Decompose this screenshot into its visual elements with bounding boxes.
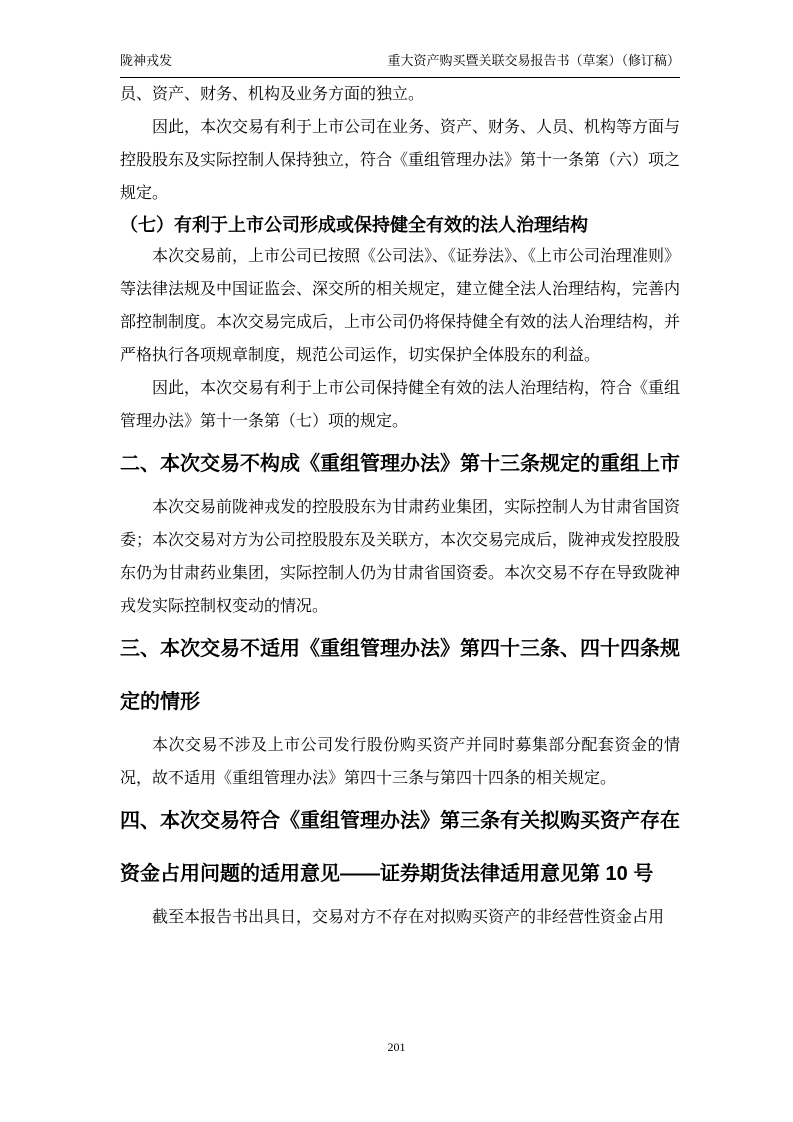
- page-footer: [0, 1040, 793, 1055]
- body-paragraph-continuation: 员、资产、财务、机构及业务方面的独立。: [120, 86, 425, 103]
- document-body: [0, 78, 793, 934]
- section-heading-level1: 二、本次交易不构成《重组管理办法》第十三条规定的重组上市: [120, 453, 680, 475]
- section-heading-level1: 四、本次交易符合《重组管理办法》第三条有关拟购买资产存在资金占用问题的适用意见——证券期货法律适用意见第 10 号: [120, 810, 680, 885]
- body-paragraph: 截至本报告书出具日，交易对方不存在对拟购买资产的非经营性资金占用: [152, 909, 665, 926]
- body-paragraph: 本次交易前陇神戎发的控股股东为甘肃药业集团，实际控制人为甘肃省国资委；本次交易对方为公司控股股东及关联方，本次交易完成后，陇神戎发控股股东仍为甘肃药业集团，实际控制人仍为甘肃省国资委。本次交易不存在导致陇神戎发实际控制权变动的情况。: [120, 499, 681, 615]
- body-paragraph: 因此，本次交易有利于上市公司保持健全有效的法人治理结构，符合《重组管理办法》第十一条第（七）项的规定。: [120, 380, 681, 430]
- header-report-title: 重大资产购买暨关联交易报告书（草案）（修订稿）: [387, 53, 680, 68]
- section-heading-level2: （七）有利于上市公司形成或保持健全有效的法人治理结构: [120, 215, 588, 235]
- section-heading-level1: 三、本次交易不适用《重组管理办法》第四十三条、四十四条规定的情形: [120, 638, 680, 713]
- header-company-short-name: 陇神戎发: [120, 53, 173, 68]
- page-number: 201: [387, 1040, 406, 1054]
- body-paragraph: 本次交易前，上市公司已按照《公司法》、《证券法》、《上市公司治理准则》等法律法规及中国证监会、深交所的相关规定，建立健全法人治理结构，完善内部控制制度。本次交易完成后，上市公司仍将保持健全有效的法人治理结构，并严格执行各项规章制度，规范公司运作，切实保护全体股东的利益。: [120, 248, 681, 364]
- body-paragraph: 本次交易不涉及上市公司发行股份购买资产并同时募集部分配套资金的情况，故不适用《重组管理办法》第四十三条与第四十四条的相关规定。: [120, 737, 680, 787]
- body-paragraph: 因此，本次交易有利于上市公司在业务、资产、财务、人员、机构等方面与控股股东及实际控制人保持独立，符合《重组管理办法》第十一条第（六）项之规定。: [120, 119, 681, 202]
- page-header: [120, 52, 680, 78]
